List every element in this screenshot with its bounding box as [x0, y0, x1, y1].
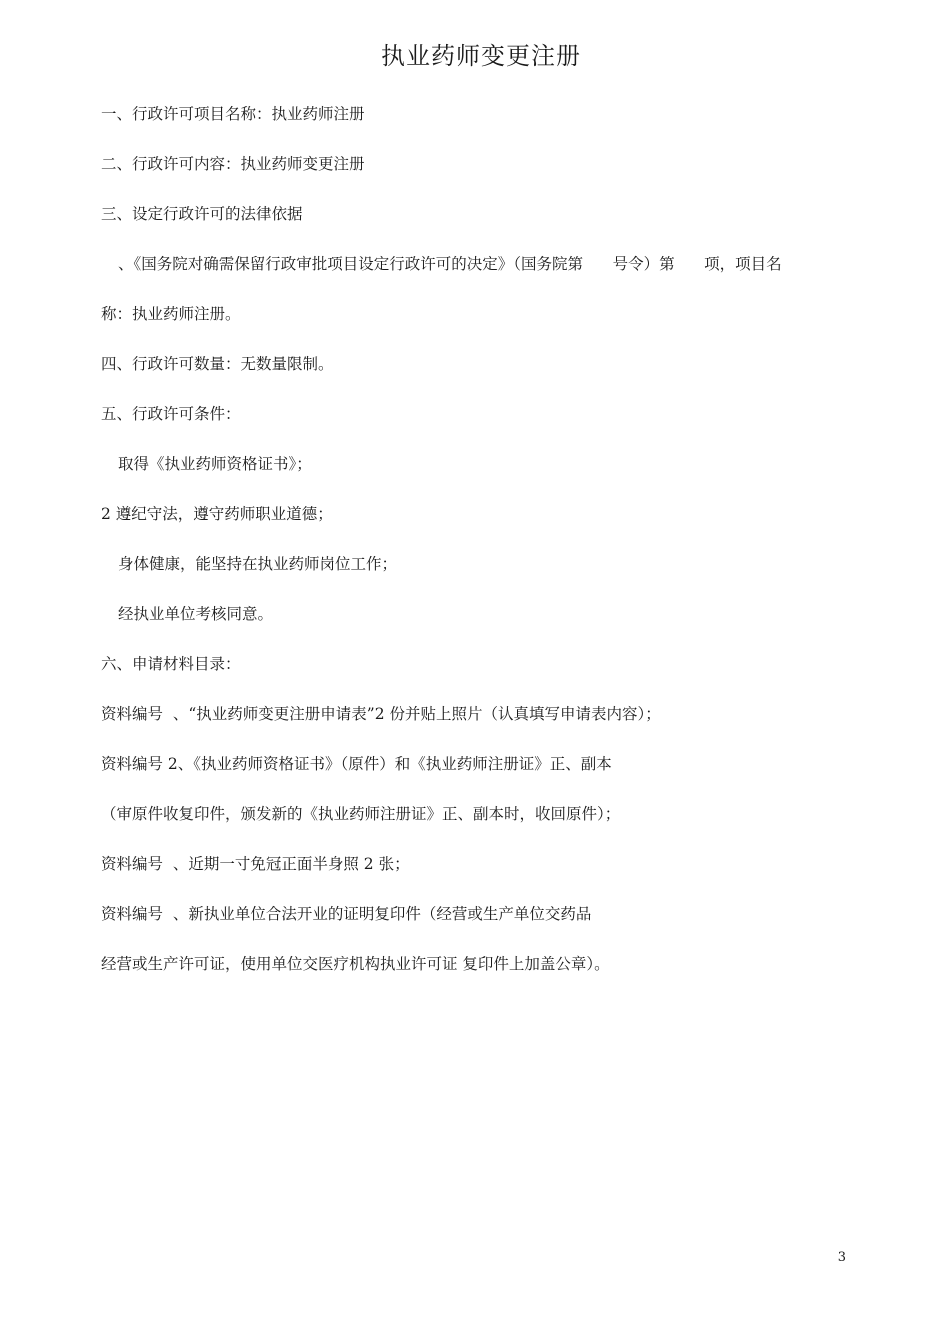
condition-item: 2 遵纪守法，遵守药师职业道德；	[101, 505, 333, 523]
material-item: 资料编号 、“执业药师变更注册申请表”2 份并贴上照片（认真填写申请表内容）；	[101, 705, 661, 723]
section-item-content: 二、行政许可内容：执业药师变更注册	[101, 155, 365, 173]
material-item: 资料编号 、近期一寸免冠正面半身照 2 张；	[101, 855, 410, 873]
material-item-continued: （审原件收复印件，颁发新的《执业药师注册证》正、副本时，收回原件）；	[101, 805, 621, 823]
condition-item: 经执业单位考核同意。	[118, 605, 274, 623]
material-item: 资料编号 2、《执业药师资格证书》（原件）和《执业药师注册证》正、副本	[101, 755, 612, 773]
material-item-continued: 经营或生产许可证，使用单位交医疗机构执业许可证 复印件上加盖公章）。	[101, 955, 610, 973]
section-materials: 六、申请材料目录：	[101, 655, 241, 673]
legal-basis-text: 、《国务院对确需保留行政审批项目设定行政许可的决定》（国务院第 号令）第 项，项目名	[118, 255, 782, 273]
section-conditions: 五、行政许可条件：	[101, 405, 241, 423]
page-number: 3	[837, 1250, 846, 1265]
section-item-name: 一、行政许可项目名称：执业药师注册	[101, 105, 365, 123]
section-quantity: 四、行政许可数量：无数量限制。	[101, 355, 334, 373]
document-title: 执业药师变更注册	[381, 42, 581, 70]
condition-item: 取得《执业药师资格证书》；	[118, 455, 312, 473]
condition-item: 身体健康，能坚持在执业药师岗位工作；	[118, 555, 398, 573]
material-item: 资料编号 、新执业单位合法开业的证明复印件（经营或生产单位交药品	[101, 905, 592, 923]
section-legal-basis: 三、设定行政许可的法律依据	[101, 205, 303, 223]
legal-basis-text-continued: 称：执业药师注册。	[101, 305, 241, 323]
